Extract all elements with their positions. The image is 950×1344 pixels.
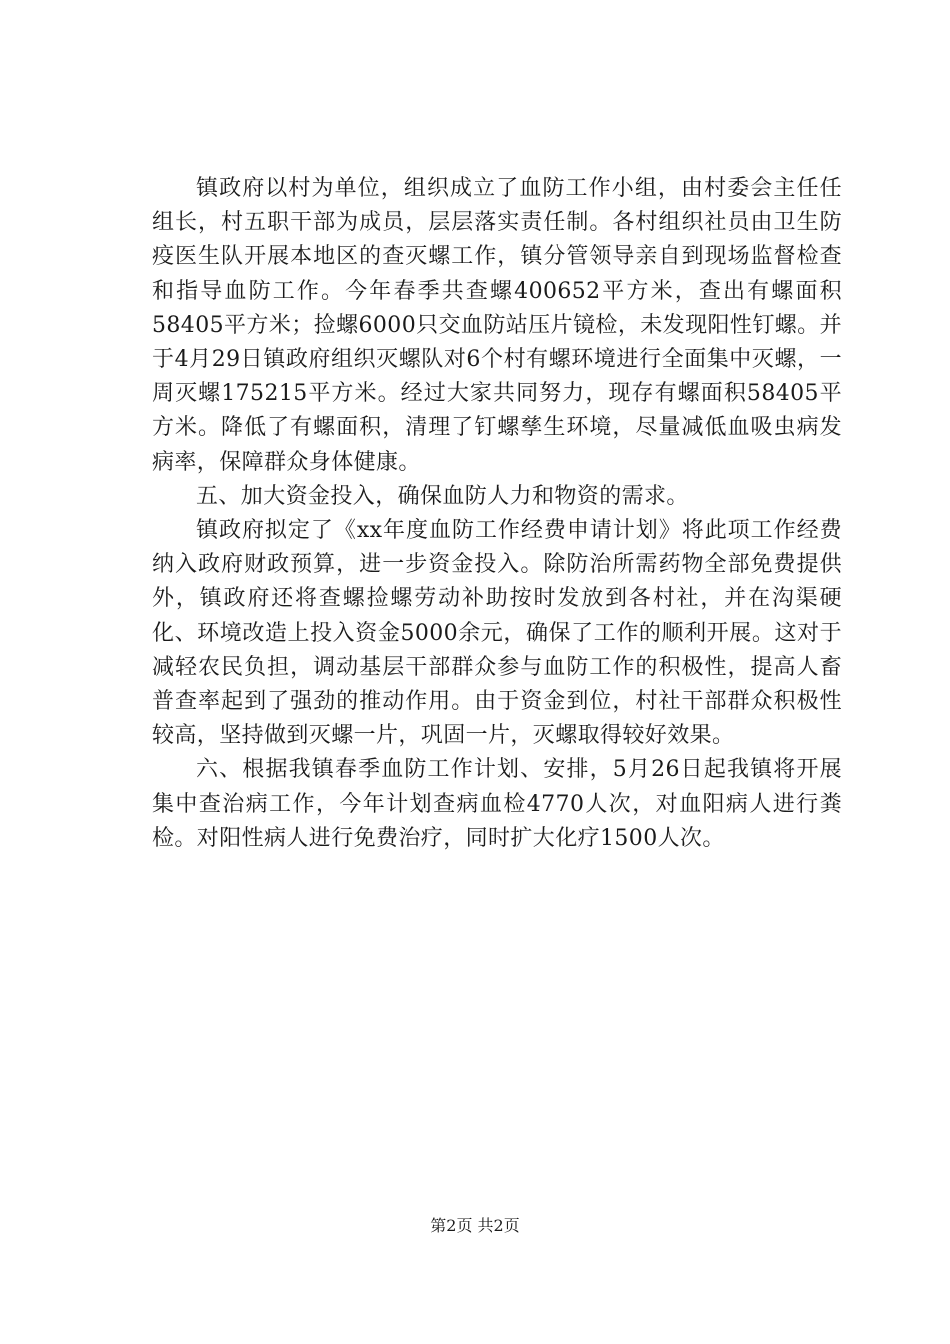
- paragraph-section-five-heading: 五、加大资金投入，确保血防人力和物资的需求。: [196, 483, 689, 509]
- document-body: [152, 172, 842, 856]
- paragraph-section-six: 六、根据我镇春季血防工作计划、安排，5月26日起我镇将开展集中查治病工作，今年计划查病血检4770人次，对血阳病人进行粪检。对阳性病人进行免费治疗，同时扩大化疗1500人次。: [152, 757, 842, 851]
- paragraph-funding: 镇政府拟定了《xx年度血防工作经费申请计划》将此项工作经费纳入政府财政预算，进一步资金投入。除防治所需药物全部免费提供外，镇政府还将查螺捡螺劳动补助按时发放到各村社，并在沟渠硬化、环境改造上投入资金5000余元，确保了工作的顺利开展。这对于减轻农民负担，调动基层干部群众参与血防工作的积极性，提高人畜普查率起到了强劲的推动作用。由于资金到位，村社干部群众积极性较高，坚持做到灭螺一片，巩固一片，灭螺取得较好效果。: [152, 518, 842, 749]
- paragraph-snail-control: 镇政府以村为单位，组织成立了血防工作小组，由村委会主任任组长，村五职干部为成员，层层落实责任制。各村组织社员由卫生防疫医生队开展本地区的查灭螺工作，镇分管领导亲自到现场监督检查和指导血防工作。今年春季共查螺400652平方米，查出有螺面积58405平方米；捡螺6000只交血防站压片镜检，未发现阳性钉螺。并于4月29日镇政府组织灭螺队对6个村有螺环境进行全面集中灭螺，一周灭螺175215平方米。经过大家共同努力，现存有螺面积58405平方米。降低了有螺面积，清理了钉螺孳生环境，尽量减低血吸虫病发病率，保障群众身体健康。: [152, 176, 842, 475]
- page-footer: 第2页 共2页: [430, 1216, 520, 1235]
